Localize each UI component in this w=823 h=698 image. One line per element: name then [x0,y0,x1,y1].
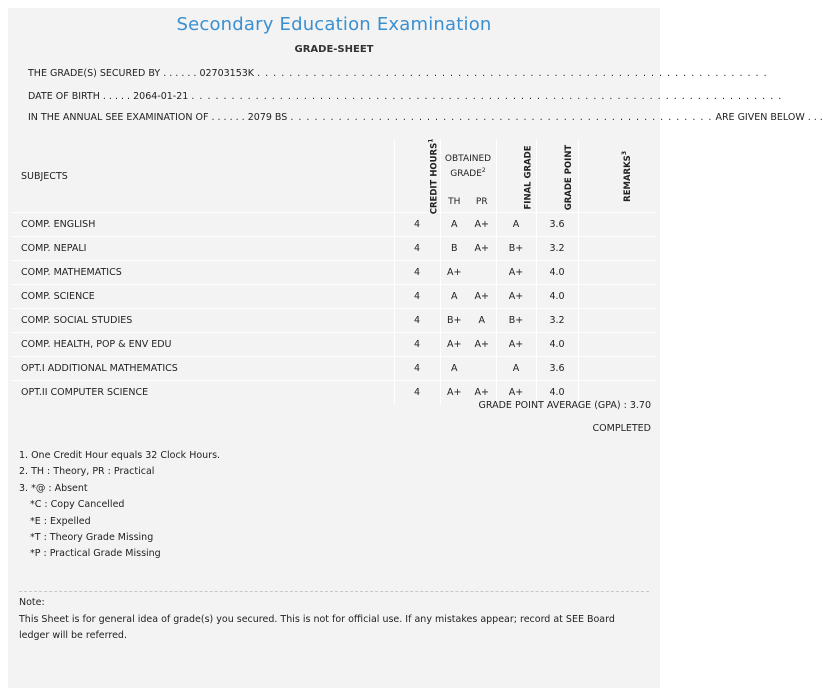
table-row [12,261,656,285]
dob-label: DATE OF BIRTH . . . . . [28,91,131,102]
subject-cell: COMP. MATHEMATICS [12,261,394,285]
pr-cell: A [468,309,496,333]
th-cell: A [440,357,468,381]
subject-cell: OPT.I ADDITIONAL MATHEMATICS [12,357,394,381]
credit-cell: 4 [394,237,440,261]
dotted-leader: . . . . . . . . . . . . . . . . . . . . . . . . . . . . . . . . . . . . . . . . . . . . . . . . . . . . . [290,112,713,123]
secured-by-label: THE GRADE(S) SECURED BY . . . . . . [28,68,197,79]
final-cell: B+ [496,237,536,261]
gpa-summary: GRADE POINT AVERAGE (GPA) : 3.70 [478,400,651,411]
final-cell: B+ [496,309,536,333]
credit-cell: 4 [394,381,440,405]
th-header: TH [440,192,468,213]
grade-point-header [536,140,578,213]
obtained-grade-header [440,140,496,192]
gp-cell: 4.0 [536,381,578,405]
pr-cell: A+ [468,381,496,405]
subject-cell: COMP. SOCIAL STUDIES [12,309,394,333]
credit-hours-sup: 1 [426,138,434,143]
footnote-3-expelled: *E : Expelled [30,515,91,527]
credit-cell: 4 [394,285,440,309]
subject-cell: COMP. HEALTH, POP & ENV EDU [12,333,394,357]
obtained-grade-sup: 2 [481,166,486,174]
table-row [12,333,656,357]
grades-table-body [12,213,656,405]
th-cell: A [440,213,468,237]
remarks-cell [578,285,656,309]
credit-cell: 4 [394,213,440,237]
page-subtitle: GRADE-SHEET [294,44,374,55]
subject-cell: COMP. NEPALI [12,237,394,261]
note-divider [19,591,649,592]
gp-cell: 3.6 [536,357,578,381]
credit-hours-header [394,140,440,213]
pr-header: PR [475,197,488,207]
table-row [12,357,656,381]
remarks-sup: 3 [620,150,628,155]
symbol-number: 02703153K [199,68,255,79]
final-grade-header [496,140,536,213]
remarks-cell [578,261,656,285]
th-cell: A+ [440,333,468,357]
gp-cell: 4.0 [536,333,578,357]
table-row [12,237,656,261]
pr-cell: A+ [468,237,496,261]
footnote-3-practical-missing: *P : Practical Grade Missing [30,548,161,560]
gp-cell: 4.0 [536,285,578,309]
status-label: COMPLETED [592,423,651,434]
grade-sheet [8,8,823,688]
final-cell: A [496,357,536,381]
subjects-header: SUBJECTS [21,170,68,182]
credit-cell: 4 [394,309,440,333]
dob-line [28,91,783,102]
exam-label: IN THE ANNUAL SEE EXAMINATION OF . . . . . . [28,112,245,123]
subject-cell: COMP. SCIENCE [12,285,394,309]
gp-cell: 3.2 [536,237,578,261]
pr-cell: A+ [468,285,496,309]
given-below-label: ARE GIVEN BELOW . . . [715,112,823,123]
th-cell: B [440,237,468,261]
dob-value: 2064-01-21 [133,91,189,102]
gp-cell: 4.0 [536,261,578,285]
th-cell: A+ [440,261,468,285]
final-cell: A+ [496,333,536,357]
exam-year: 2079 BS [247,112,288,123]
table-row [12,213,656,237]
page-title: Secondary Education Examination [176,14,492,35]
credit-hours-label: CREDIT HOURS [428,142,439,214]
remarks-header [578,140,656,213]
dotted-leader: . . . . . . . . . . . . . . . . . . . . . . . . . . . . . . . . . . . . . . . . . . . . . . . . . . . . . . . . . . . . . . . . [257,68,768,79]
grades-table [12,140,656,404]
exam-line [28,112,823,123]
remarks-cell [578,309,656,333]
final-cell: A+ [496,285,536,309]
th-cell: B+ [440,309,468,333]
final-cell: A+ [496,381,536,405]
footnote-2: 2. TH : Theory, PR : Practical [19,466,155,478]
grade-point-label: GRADE POINT [563,144,574,210]
secured-by-line [28,68,768,79]
final-cell: A+ [496,261,536,285]
pr-cell [468,261,496,285]
remarks-cell [578,333,656,357]
gp-cell: 3.2 [536,309,578,333]
pr-cell: A+ [468,333,496,357]
footnote-3-theory-missing: *T : Theory Grade Missing [30,532,154,544]
table-row [12,309,656,333]
table-row [12,285,656,309]
remarks-cell [578,357,656,381]
pr-cell: A+ [468,213,496,237]
gp-cell: 3.6 [536,213,578,237]
credit-cell: 4 [394,357,440,381]
final-cell: A [496,213,536,237]
pr-cell [468,357,496,381]
footnotes [19,448,220,563]
remarks-cell [578,213,656,237]
footnote-1: 1. One Credit Hour equals 32 Clock Hours. [19,450,221,461]
dotted-leader: . . . . . . . . . . . . . . . . . . . . . . . . . . . . . . . . . . . . . . . . . . . . . . . . . . . . . . . . . . . . . . . . . . . . . . . . . . [191,91,783,102]
credit-cell: 4 [394,261,440,285]
note-body: This Sheet is for general idea of grade(s) you secured. This is not for official use. If any mistakes appear; record at SEE Board ledger will be referred. [19,614,615,641]
credit-cell: 4 [394,333,440,357]
footnote-3: 3. *@ : Absent [19,482,88,494]
footnote-3-copy-cancelled: *C : Copy Cancelled [30,499,125,511]
subject-cell: OPT.II COMPUTER SCIENCE [12,381,394,405]
remarks-label: REMARKS [622,154,633,202]
final-grade-label: FINAL GRADE [523,145,534,209]
remarks-cell [578,237,656,261]
note-heading: Note: [19,597,45,608]
th-cell: A [440,285,468,309]
subject-cell: COMP. ENGLISH [12,213,394,237]
th-cell: A+ [440,381,468,405]
obtained-grade-label: OBTAINED GRADE [444,153,492,179]
